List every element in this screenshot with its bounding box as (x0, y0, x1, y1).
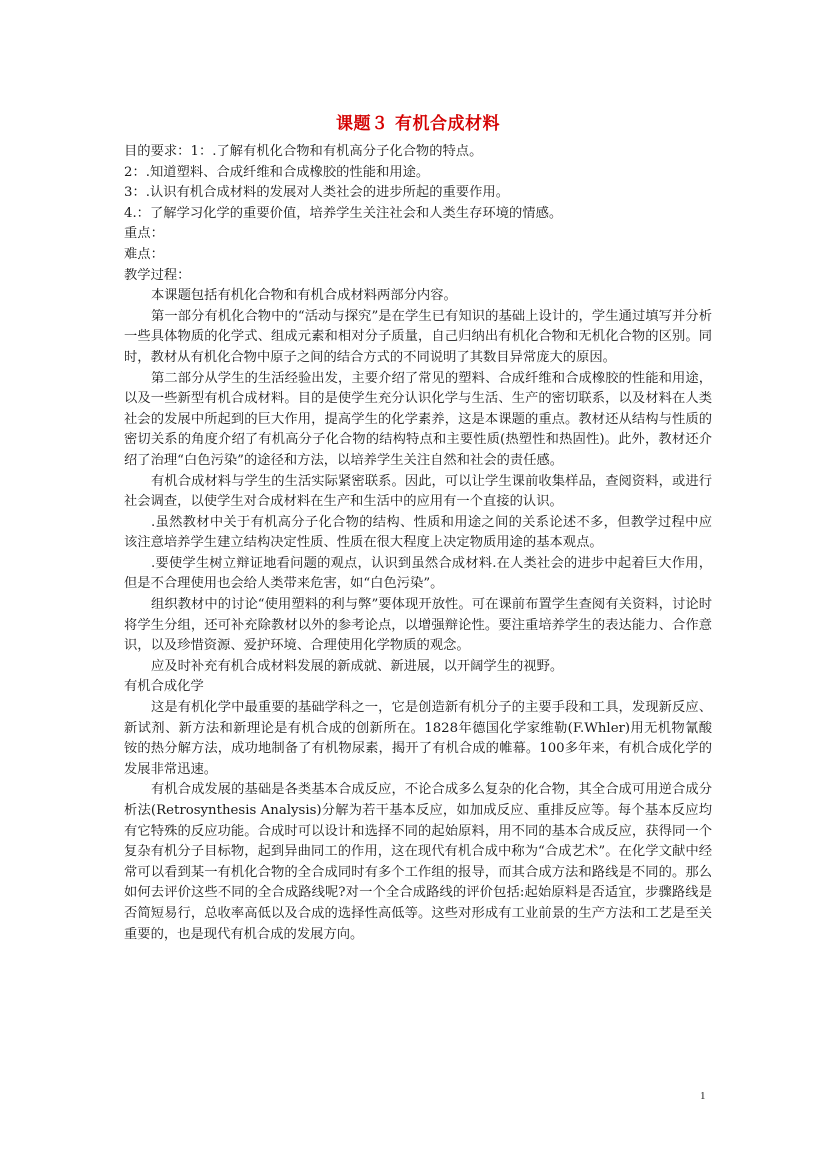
body-paragraph: 应及时补充有机合成材料发展的新成就、新进展，以开阔学生的视野。 (151, 658, 564, 674)
document-title: 课题３ 有机合成材料 (336, 114, 500, 134)
body-paragraph: 组织教材中的讨论“使用塑料的利与弊”要体现开放性。可在课前布置学生查阅有关资料，讨论时将学生分组，还可补充除教材以外的参考论点，以增强辩论性。要注重培养学生的表达能力、合作意识，以及珍惜资源、爱护环境、合理使用化学物质的观念。 (124, 597, 712, 654)
difficulties-label: 难点： (124, 246, 164, 262)
section-paragraph: 有机合成发展的基础是各类基本合成反应，不论合成多么复杂的化合物，其全合成可用逆合成分析法(Retrosynthesis Analysis)分解为若干基本反应，如加成反应、重排反应等。每个基本反应均有它特殊的反应功能。合成时可以设计和选择不同的起始原料，用不同的基本合成反应，获得同一个复杂有机分子目标物，起到异曲同工的作用，这在现代有机合成中称为“合成艺术”。在化学文献中经常可以看到某一有机化合物的全合成同时有多个工作组的报导，而其合成方法和路线是不同的。那么如何去评价这些不同的全合成路线呢?对一个全合成路线的评价包括:起始原料是否适宜，步骤路线是否简短易行，总收率高低以及合成的选择性高低等。这些对形成有工业前景的生产方法和工艺是至关重要的，也是现代有机合成的发展方向。 (124, 782, 712, 942)
key-points-label: 重点： (124, 226, 164, 242)
document-page (124, 112, 712, 945)
body-paragraph: 有机合成材料与学生的生活实际紧密联系。因此，可以让学生课前收集样品，查阅资料，或进行社会调查，以使学生对合成材料在生产和生活中的应用有一个直接的认识。 (124, 473, 712, 510)
objective-line-2: 2：.知道塑料、合成纤维和合成橡胶的性能和用途。 (124, 164, 430, 180)
body-paragraph: 本课题包括有机化合物和有机合成材料两部分内容。 (151, 288, 457, 304)
objective-line-3: 3：.认识有机合成材料的发展对人类社会的进步所起的重要作用。 (124, 185, 509, 201)
body-paragraph: 第二部分从学生的生活经验出发，主要介绍了常见的塑料、合成纤维和合成橡胶的性能和用途，以及一些新型有机合成材料。目的是使学生充分认识化学与生活、生产的密切联系，以及材料在人类社会的发展中所起到的巨大作用，提高学生的化学素养，这是本课题的重点。教材还从结构与性质的密切关系的角度介绍了有机高分子化合物的结构特点和主要性质(热塑性和热固性)。此外，教材还介绍了治理“白色污染”的途径和方法，以培养学生关注自然和社会的责任感。 (124, 370, 712, 468)
body-paragraph: .要使学生树立辩证地看问题的观点，认识到虽然合成材料.在人类社会的进步中起着巨大作用，但是不合理使用也会给人类带来危害，如“白色污染”。 (124, 555, 712, 592)
section-heading: 有机合成化学 (124, 679, 204, 695)
objective-line-4: 4.：了解学习化学的重要价值，培养学生关注社会和人类生存环境的情感。 (124, 205, 563, 221)
page-number: 1 (700, 1090, 706, 1102)
body-paragraph: 第一部分有机化合物中的“活动与探究”是在学生已有知识的基础上设计的，学生通过填写并分析一些具体物质的化学式、组成元素和相对分子质量，自己归纳出有机化合物和无机化合物的区别。同时，教材从有机化合物中原子之间的结合方式的不同说明了其数目异常庞大的原因。 (124, 308, 712, 365)
teaching-process-label: 教学过程： (124, 267, 191, 283)
body-paragraph: .虽然教材中关于有机高分子化合物的结构、性质和用途之间的关系论述不多，但教学过程中应该注意培养学生建立结构决定性质、性质在很大程度上决定物质用途的基本观点。 (124, 514, 712, 551)
section-paragraph: 这是有机化学中最重要的基础学科之一，它是创造新有机分子的主要手段和工具，发现新反应、新试剂、新方法和新理论是有机合成的创新所在。1828年德国化学家维勒(F.Whler)用无机物氰酸铵的热分解方法，成功地制备了有机物尿素，揭开了有机合成的帷幕。100多年来，有机合成化学的发展非常迅速。 (124, 700, 712, 777)
objective-line-1: 目的要求：1：.了解有机化合物和有机高分子化合物的特点。 (124, 144, 483, 159)
